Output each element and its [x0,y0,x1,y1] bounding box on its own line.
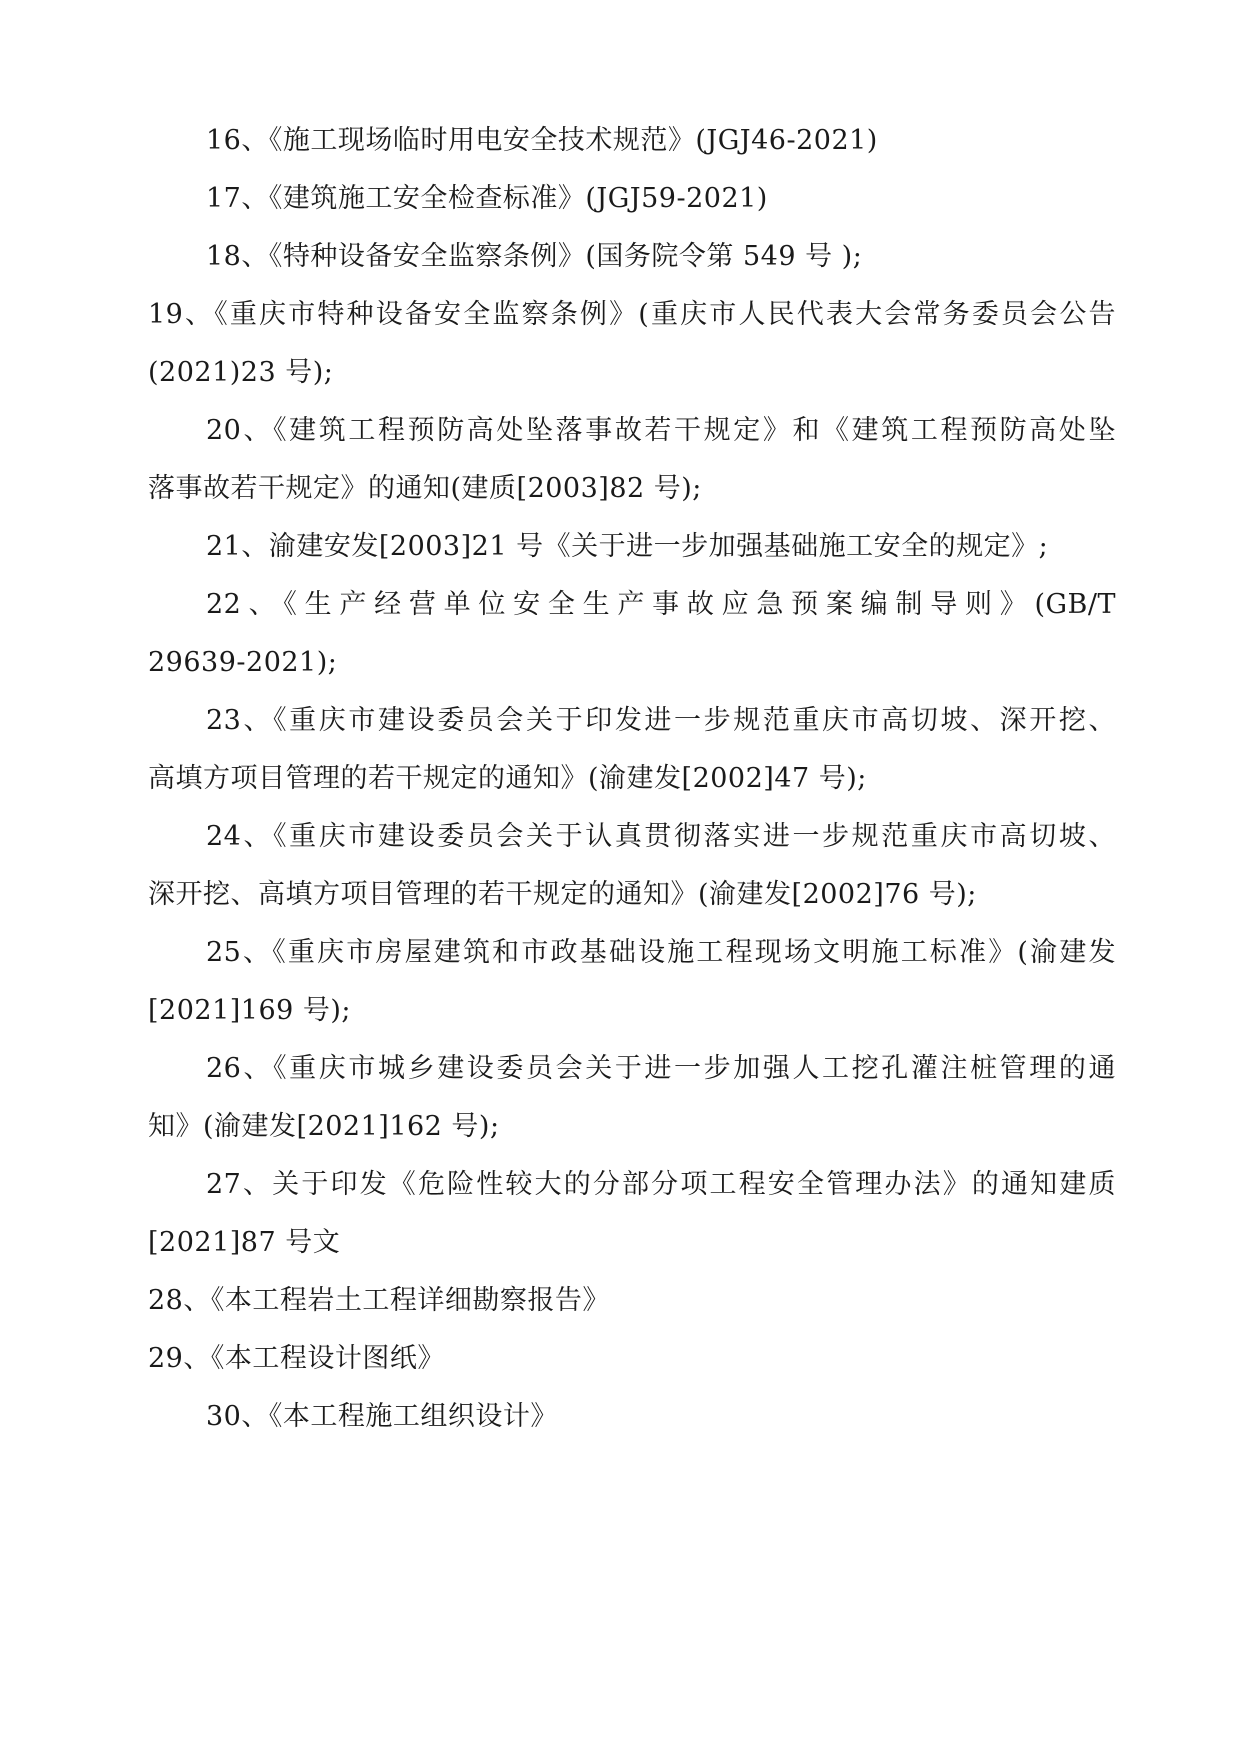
reference-item-23-line2: 高填方项目管理的若干规定的通知》(渝建发[2002]47 号); [148,763,867,794]
reference-item-27-line2: [2021]87 号文 [148,1227,341,1258]
reference-item-26-line1: 26、《重庆市城乡建设委员会关于进一步加强人工挖孔灌注桩管理的通 [206,1053,1116,1084]
reference-item-19-line1: 19、《重庆市特种设备安全监察条例》(重庆市人民代表大会常务委员会公告 [148,299,1116,330]
reference-item-17: 17、《建筑施工安全检查标准》(JGJ59-2021) [206,183,768,214]
reference-item-22-line1: 22、《生产经营单位安全生产事故应急预案编制导则》(GB/T [206,589,1116,620]
reference-item-22-line2: 29639-2021); [148,647,338,678]
reference-item-30: 30、《本工程施工组织设计》 [206,1401,558,1432]
reference-item-20-line2: 落事故若干规定》的通知(建质[2003]82 号); [148,473,702,504]
reference-item-28: 28、《本工程岩土工程详细勘察报告》 [148,1285,610,1316]
reference-item-20-line1: 20、《建筑工程预防高处坠落事故若干规定》和《建筑工程预防高处坠 [206,415,1116,446]
reference-item-25-line1: 25、《重庆市房屋建筑和市政基础设施工程现场文明施工标准》(渝建发 [206,937,1116,968]
reference-item-27-line1: 27、关于印发《危险性较大的分部分项工程安全管理办法》的通知建质 [206,1169,1116,1200]
reference-item-23-line1: 23、《重庆市建设委员会关于印发进一步规范重庆市高切坡、深开挖、 [206,705,1116,736]
reference-item-18: 18、《特种设备安全监察条例》(国务院令第 549 号 ); [206,241,863,272]
reference-item-24-line1: 24、《重庆市建设委员会关于认真贯彻落实进一步规范重庆市高切坡、 [206,821,1116,852]
reference-item-24-line2: 深开挖、高填方项目管理的若干规定的通知》(渝建发[2002]76 号); [148,879,977,910]
reference-item-29: 29、《本工程设计图纸》 [148,1343,445,1374]
reference-item-19-line2: (2021)23 号); [148,357,334,388]
reference-item-21: 21、渝建安发[2003]21 号《关于进一步加强基础施工安全的规定》; [206,531,1049,562]
reference-item-26-line2: 知》(渝建发[2021]162 号); [148,1111,500,1142]
reference-item-16: 16、《施工现场临时用电安全技术规范》(JGJ46-2021) [206,125,878,156]
reference-item-25-line2: [2021]169 号); [148,995,352,1026]
